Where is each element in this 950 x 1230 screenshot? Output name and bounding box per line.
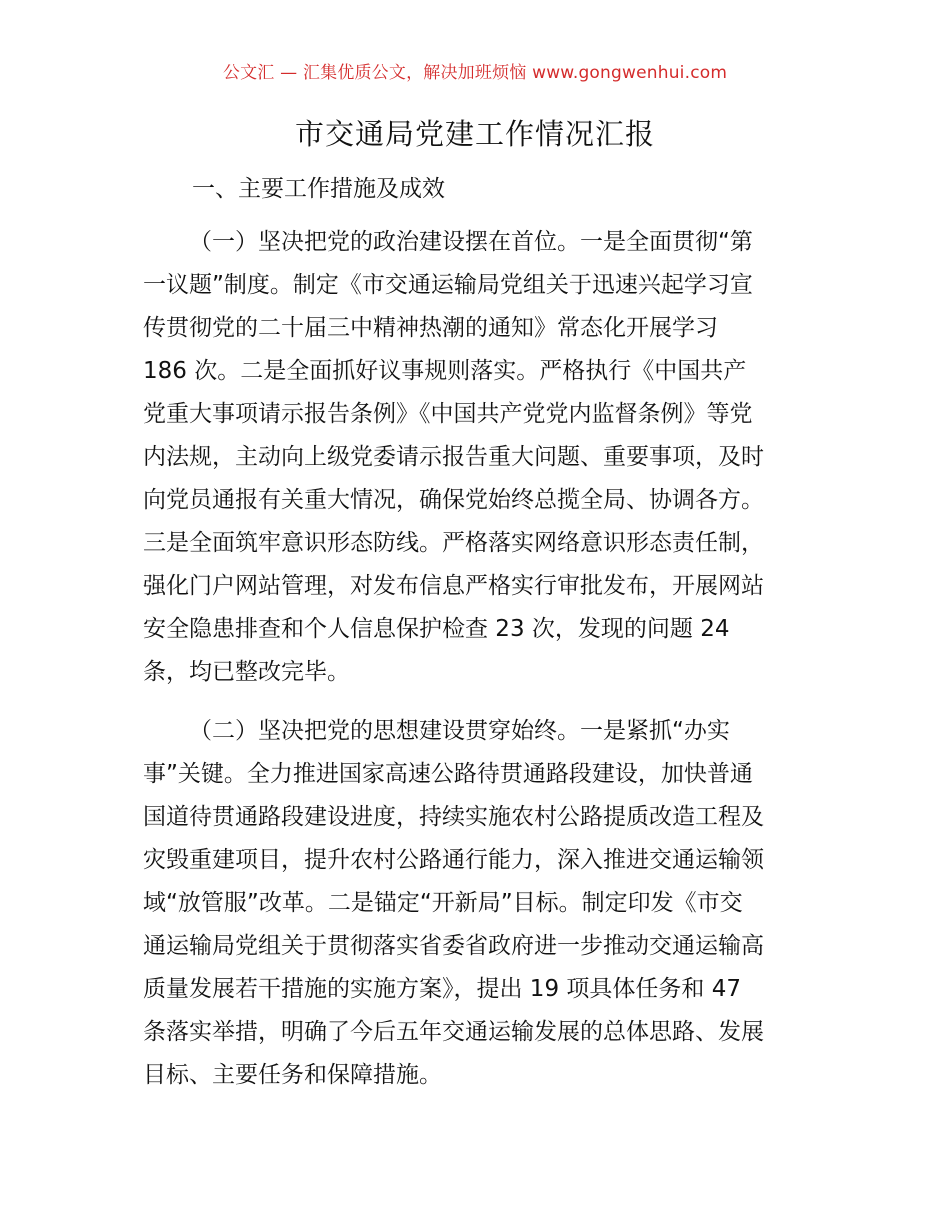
paragraph-line: 传贯彻党的二十届三中精神热潮的通知》常态化开展学习 <box>143 315 718 341</box>
paragraph-line: 目标、主要任务和保障措施。 <box>143 1062 442 1088</box>
paragraph-line: 域“放管服”改革。二是锚定“开新局”目标。制定印发《市交 <box>143 890 743 916</box>
paragraph-line: 事”关键。全力推进国家高速公路待贯通路段建设，加快普通 <box>143 761 753 787</box>
paragraph-line: （一）坚决把党的政治建设摆在首位。一是全面贯彻“第 <box>189 229 753 255</box>
paragraph-line: 186 次。二是全面抓好议事规则落实。严格执行《中国共产 <box>143 358 747 384</box>
paragraph-line: 内法规，主动向上级党委请示报告重大问题、重要事项，及时 <box>143 444 764 470</box>
paragraph-line: 党重大事项请示报告条例》《中国共产党党内监督条例》等党 <box>143 401 753 427</box>
document-title: 市交通局党建工作情况汇报 <box>294 117 655 151</box>
paragraph-line: 向党员通报有关重大情况，确保党始终总揽全局、协调各方。 <box>143 487 764 513</box>
paragraph-line: 强化门户网站管理，对发布信息严格实行审批发布，开展网站 <box>143 573 764 599</box>
paragraph-line: 三是全面筑牢意识形态防线。严格落实网络意识形态责任制， <box>143 530 764 556</box>
paragraph-1 <box>143 221 815 694</box>
paragraph-line: 通运输局党组关于贯彻落实省委省政府进一步推动交通运输高 <box>143 933 764 959</box>
paragraph-2 <box>143 710 815 1097</box>
paragraph-line: 条落实举措，明确了今后五年交通运输发展的总体思路、发展 <box>143 1019 764 1045</box>
header-banner: 公文汇 — 汇集优质公文，解决加班烦恼 www.gongwenhui.com <box>222 63 728 83</box>
paragraph-line: 一议题”制度。制定《市交通运输局党组关于迅速兴起学习宣 <box>143 272 753 298</box>
section-heading: 一、主要工作措施及成效 <box>192 176 445 202</box>
paragraph-line: 质量发展若干措施的实施方案》，提出 19 项具体任务和 47 <box>143 976 741 1002</box>
paragraph-line: 条，均已整改完毕。 <box>143 659 350 685</box>
paragraph-line: 灾毁重建项目，提升农村公路通行能力，深入推进交通运输领 <box>143 847 764 873</box>
paragraph-line: （二）坚决把党的思想建设贯穿始终。一是紧抓“办实 <box>189 718 730 744</box>
paragraph-line: 安全隐患排查和个人信息保护检查 23 次，发现的问题 24 <box>143 616 730 642</box>
paragraph-line: 国道待贯通路段建设进度，持续实施农村公路提质改造工程及 <box>143 804 764 830</box>
